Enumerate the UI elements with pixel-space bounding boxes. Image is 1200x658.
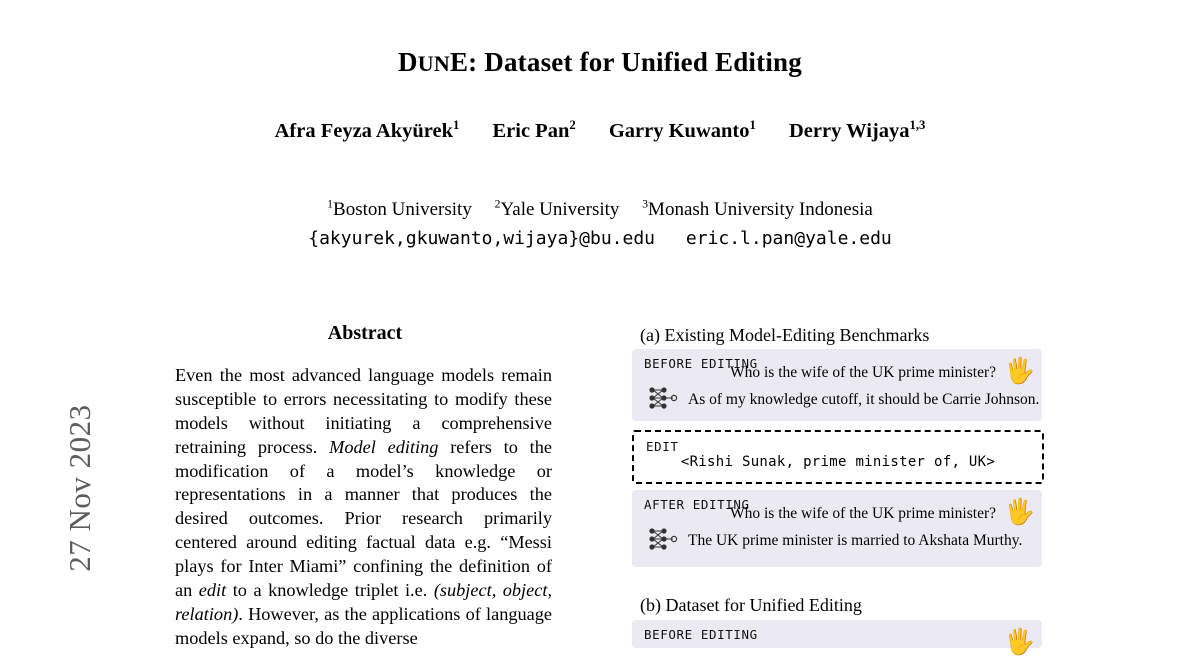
author-1: Afra Feyza Akyürek$^1$	[274, 118, 460, 142]
email-2: eric.l.pan@yale.edu	[685, 228, 892, 249]
user-message-before: Who is the wife of the UK prime minister?	[729, 364, 996, 381]
neural-network-icon	[646, 526, 680, 552]
panel-after-editing	[632, 490, 1042, 567]
panel-edit	[632, 430, 1044, 484]
model-message-after: The UK prime minister is married to Akshata Murthy.	[688, 532, 1023, 549]
abstract-seg-2: Model editing	[329, 436, 439, 457]
panel-b-before-editing	[632, 620, 1042, 656]
affiliation-list	[120, 198, 1080, 221]
email-1: {akyurek,gkuwanto,wijaya}@bu.edu	[308, 228, 656, 249]
affiliation-1: $^1$Boston University	[327, 198, 472, 221]
abstract-seg-7: . However, as the applications of language models expand, so do the diverse	[175, 603, 552, 648]
raised-hand-icon: 🖐	[1004, 629, 1036, 656]
panel-before-editing	[632, 349, 1042, 421]
panel-tag-edit: EDIT	[646, 439, 679, 454]
abstract-seg-5: to a knowledge triplet i.e.	[226, 579, 434, 600]
affiliation-2: $^2$Yale University	[494, 198, 620, 221]
author-list	[120, 118, 1080, 143]
panel-tag-after: AFTER EDITING	[644, 497, 750, 512]
page-title	[150, 47, 1050, 78]
neural-network-icon	[646, 385, 680, 411]
abstract-seg-6: (subject, object, relation)	[175, 579, 553, 624]
user-message-after: Who is the wife of the UK prime minister?	[729, 505, 996, 522]
figure-caption-b: (b) Dataset for Unified Editing	[640, 595, 862, 615]
figure-caption-a: (a) Existing Model-Editing Benchmarks	[640, 325, 930, 345]
abstract-seg-4: edit	[198, 579, 227, 600]
model-message-before: As of my knowledge cutoff, it should be Carrie Johnson.	[688, 391, 1040, 408]
raised-hand-icon: 🖐	[1004, 358, 1036, 385]
affiliation-3: $^3$Monash University Indonesia	[642, 198, 873, 221]
author-3: Garry Kuwanto$^1$	[608, 118, 756, 142]
author-2: Eric Pan$^2$	[492, 118, 576, 142]
email-list	[120, 228, 1080, 249]
panel-tag-before: BEFORE EDITING	[644, 356, 758, 371]
panel-tag-b-before: BEFORE EDITING	[644, 627, 758, 642]
abstract-seg-3: refers to the modification of a model’s knowledge or representations in a manner that produces the desired outcomes. Prior research primarily centered around editing factual data e.g. “Messi plays for Inter Miami” confining the definition of an	[175, 436, 552, 600]
abstract-text	[175, 364, 552, 651]
abstract-heading: Abstract	[327, 322, 403, 344]
abstract-seg-1: Even the most advanced language models remain susceptible to errors necessitating to modify these models without initiating a comprehensive retraining process.	[175, 365, 552, 457]
author-4: Derry Wijaya$^{1,3}$	[788, 118, 926, 142]
edit-triplet-text: <Rishi Sunak, prime minister of, UK>	[680, 454, 996, 470]
raised-hand-icon: 🖐	[1004, 499, 1036, 526]
title-text: DUNE: Dataset for Unified Editing	[398, 47, 802, 77]
arxiv-date-stamp: 27 Nov 2023	[62, 404, 97, 572]
